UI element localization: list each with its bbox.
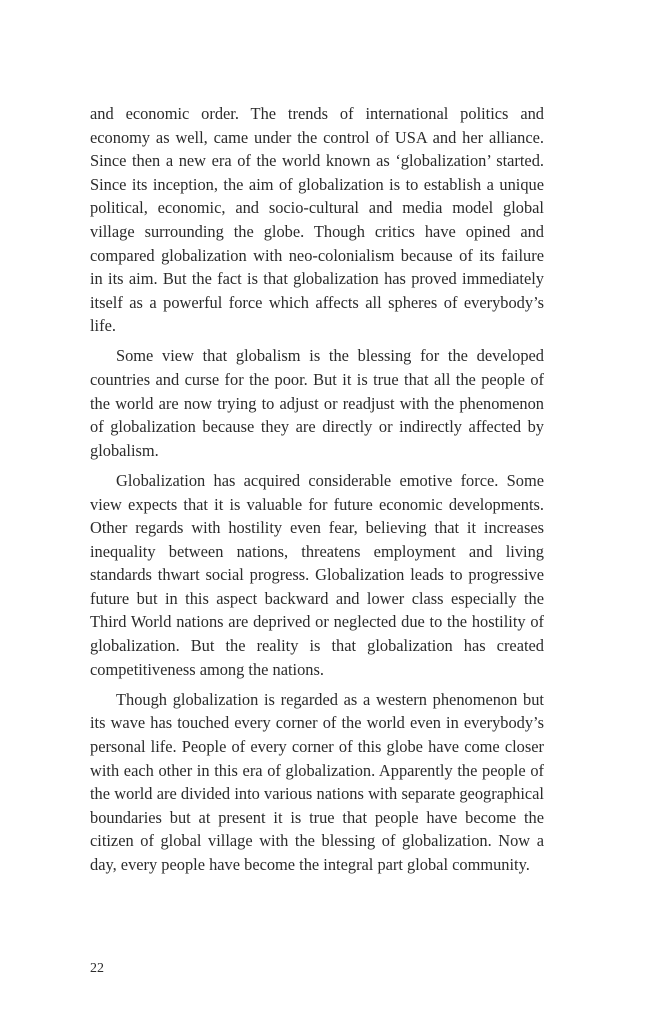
paragraph: Some view that globalism is the blessing for the developed countries and curse for the poor. But it is true that all the people of the world are now trying to adjust or readjust with the phenomenon of globalization because they are directly or indirectly affected by globalism. [90, 346, 544, 460]
page-number: 22 [90, 961, 104, 976]
paragraph-continued: and economic order. The trends of international politics and economy as well, came under the control of USA and her alliance. Since then a new era of the world known as ‘globalization’ started. Since its inception, the aim of globalization is to establish a unique political, economic, and socio-cultural and media model global village surrounding the globe. Though critics have opined and compared globalization with neo-colonialism because of its failure in its aim. But the fact is that globalization has proved immediately itself as a powerful force which affects all spheres of everybody’s life. [90, 104, 544, 336]
body-text [90, 102, 544, 883]
paragraph: Globalization has acquired considerable emotive force. Some view expects that it is valuable for future economic developments. Other regards with hostility even fear, believing that it increases inequality between nations, threatens employment and living standards thwart social progress. Globalization leads to progressive future but in this aspect backward and lower class especially the Third World nations are deprived or neglected due to the hostility of globalization. But the reality is that globalization has created competitiveness among the nations. [90, 470, 544, 679]
paragraph: Though globalization is regarded as a western phenomenon but its wave has touched every corner of the world even in everybody’s personal life. People of every corner of this globe have come closer with each other in this era of globalization. Apparently the people of the world are divided into various nations with separate geographical boundaries but at present it is true that people have become the citizen of global village with the blessing of globalization. Now a day, every people have become the integral part global community. [90, 689, 544, 874]
